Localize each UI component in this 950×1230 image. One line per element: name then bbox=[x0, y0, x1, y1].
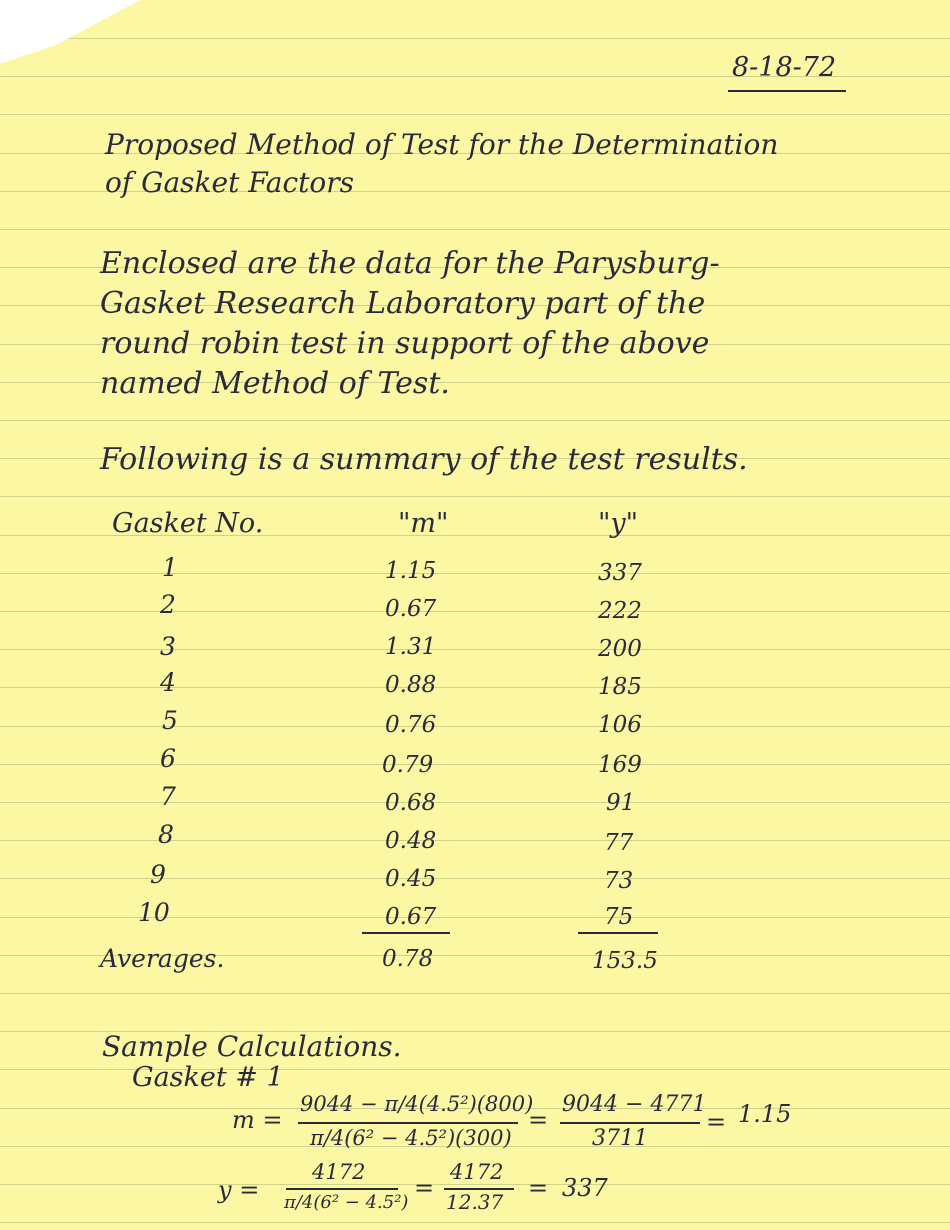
ruled-line bbox=[0, 1184, 950, 1185]
gasket-number: 6 bbox=[160, 744, 176, 773]
calc-heading: Sample Calculations. bbox=[102, 1030, 402, 1063]
y-value: 185 bbox=[598, 674, 642, 700]
m-value: 0.68 bbox=[385, 790, 437, 816]
gasket-number: 3 bbox=[160, 632, 176, 661]
gasket-number: 1 bbox=[162, 553, 178, 582]
ruled-line bbox=[0, 573, 950, 574]
m-lhs: m = bbox=[232, 1106, 283, 1134]
average-m: 0.78 bbox=[382, 946, 434, 972]
intro-line-2: Gasket Research Laboratory part of the bbox=[100, 286, 706, 321]
m-value: 0.88 bbox=[385, 672, 437, 698]
ruled-line bbox=[0, 726, 950, 727]
ruled-line bbox=[0, 229, 950, 230]
date: 8-18-72 bbox=[732, 52, 837, 83]
y-fraction-bar-1 bbox=[286, 1188, 398, 1190]
m-sum-underline bbox=[362, 932, 450, 934]
y-numerator-2: 4172 bbox=[450, 1160, 504, 1184]
gasket-number: 2 bbox=[160, 590, 176, 619]
ruled-line bbox=[0, 687, 950, 688]
averages-label: Averages. bbox=[100, 944, 225, 973]
header-gasket-no: Gasket No. bbox=[112, 508, 264, 539]
y-value: 75 bbox=[604, 904, 634, 930]
y-numerator-1: 4172 bbox=[312, 1160, 366, 1184]
intro-line-1: Enclosed are the data for the Parysburg- bbox=[100, 246, 720, 281]
m-denominator-1: π/4(6² − 4.5²)(300) bbox=[310, 1126, 512, 1150]
y-lhs: y = bbox=[218, 1176, 260, 1204]
m-value: 0.45 bbox=[385, 866, 437, 892]
y-value: 91 bbox=[606, 790, 636, 816]
ruled-line bbox=[0, 114, 950, 115]
title-line-1: Proposed Method of Test for the Determination bbox=[105, 128, 779, 161]
m-numerator-2: 9044 − 4771 bbox=[562, 1092, 707, 1117]
m-denominator-2: 3711 bbox=[592, 1126, 648, 1151]
intro-line-3: round robin test in support of the above bbox=[100, 326, 710, 361]
ruled-line bbox=[0, 38, 950, 39]
ruled-line bbox=[0, 840, 950, 841]
y-value: 337 bbox=[598, 560, 642, 586]
y-equals-1: = bbox=[414, 1174, 435, 1202]
gasket-number: 8 bbox=[158, 820, 174, 849]
ruled-line bbox=[0, 611, 950, 612]
y-value: 106 bbox=[598, 712, 642, 738]
m-value: 1.15 bbox=[385, 558, 437, 584]
gasket-number: 7 bbox=[160, 782, 176, 811]
header-y: "y" bbox=[598, 508, 639, 539]
gasket-number: 9 bbox=[150, 860, 166, 889]
ruled-line bbox=[0, 993, 950, 994]
m-value: 0.48 bbox=[385, 828, 437, 854]
ruled-line bbox=[0, 420, 950, 421]
summary-intro: Following is a summary of the test results. bbox=[100, 442, 748, 477]
y-value: 77 bbox=[604, 830, 634, 856]
calc-subheading: Gasket # 1 bbox=[132, 1062, 284, 1093]
y-denominator-1: π/4(6² − 4.5²) bbox=[284, 1192, 409, 1213]
gasket-number: 5 bbox=[162, 706, 178, 735]
gasket-number: 10 bbox=[138, 898, 170, 927]
intro-line-4: named Method of Test. bbox=[100, 366, 450, 401]
average-y: 153.5 bbox=[592, 948, 658, 974]
m-equals-2: = bbox=[706, 1108, 727, 1136]
header-m: "m" bbox=[398, 508, 449, 539]
y-result: 337 bbox=[562, 1174, 608, 1202]
ruled-line bbox=[0, 649, 950, 650]
y-sum-underline bbox=[578, 932, 658, 934]
date-underline bbox=[728, 90, 846, 92]
y-denominator-2: 12.37 bbox=[446, 1190, 504, 1214]
ruled-line bbox=[0, 802, 950, 803]
m-value: 0.79 bbox=[382, 752, 434, 778]
m-value: 0.76 bbox=[385, 712, 437, 738]
m-equals-1: = bbox=[528, 1106, 549, 1134]
gasket-number: 4 bbox=[160, 668, 176, 697]
m-result: 1.15 bbox=[738, 1100, 792, 1128]
y-equals-2: = bbox=[528, 1174, 549, 1202]
m-numerator-1: 9044 − π/4(4.5²)(800) bbox=[300, 1092, 534, 1116]
y-value: 169 bbox=[598, 752, 642, 778]
ruled-line bbox=[0, 764, 950, 765]
m-value: 0.67 bbox=[385, 904, 437, 930]
y-value: 200 bbox=[598, 636, 642, 662]
ruled-line bbox=[0, 496, 950, 497]
y-value: 222 bbox=[598, 598, 642, 624]
m-fraction-bar-1 bbox=[298, 1122, 518, 1124]
ruled-line bbox=[0, 1222, 950, 1223]
y-value: 73 bbox=[604, 868, 634, 894]
ruled-line bbox=[0, 878, 950, 879]
m-value: 1.31 bbox=[385, 634, 437, 660]
title-line-2: of Gasket Factors bbox=[105, 166, 355, 199]
m-fraction-bar-2 bbox=[560, 1122, 700, 1124]
m-value: 0.67 bbox=[385, 596, 437, 622]
